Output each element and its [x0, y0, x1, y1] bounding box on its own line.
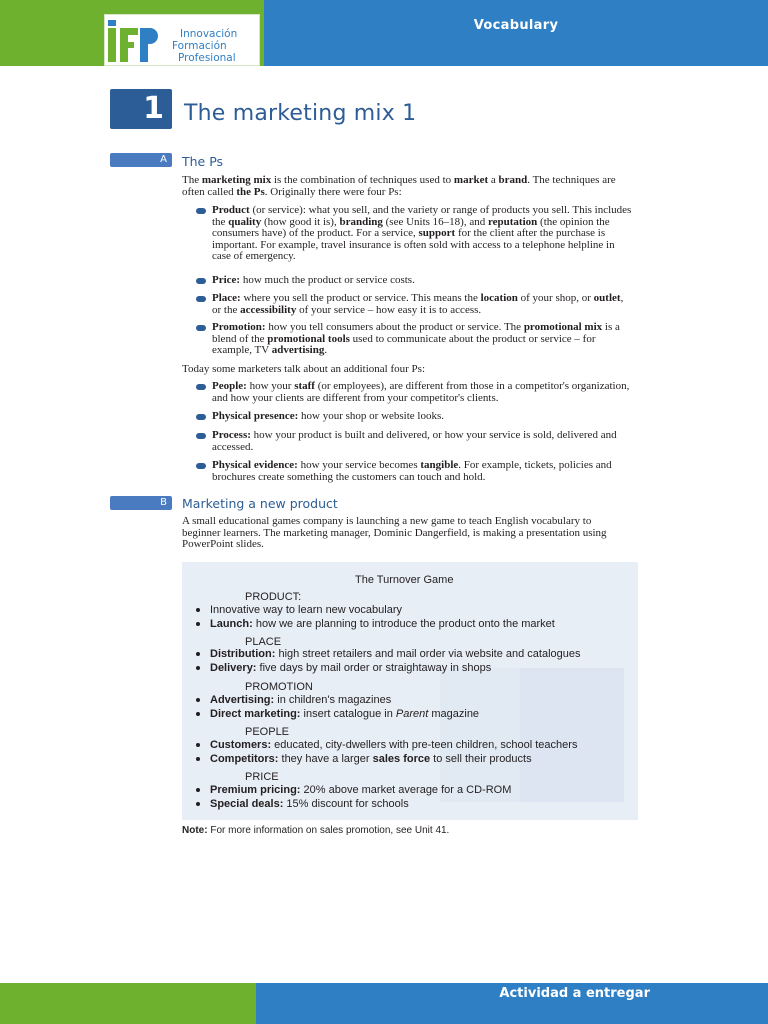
slide-heading-place: PLACE — [245, 636, 282, 648]
text-run: is the combination of techniques used to — [271, 174, 454, 186]
note — [182, 825, 449, 836]
logo-text-line2: Formación — [172, 40, 227, 52]
key-term: support — [418, 227, 456, 239]
page-title: The marketing mix 1 — [184, 101, 417, 126]
slide-item — [210, 662, 491, 674]
slide-bullet-icon — [196, 666, 200, 670]
footer-title: Actividad a entregar — [499, 986, 650, 1001]
key-term: advertising — [271, 344, 325, 356]
logo-text-line3: Profesional — [178, 52, 236, 64]
key-term: Direct marketing: — [210, 708, 301, 720]
note-text: For more information on sales promotion, see Unit 41. — [207, 825, 450, 836]
bullet-icon — [196, 463, 206, 469]
text-run: five days by mail order or straightaway in shops — [256, 662, 492, 674]
key-term: branding — [339, 215, 383, 228]
text-run: they have a larger — [278, 753, 373, 765]
bullet-physical-presence — [212, 411, 632, 423]
key-term: Launch: — [210, 618, 253, 630]
text-run: 15% discount for schools — [283, 798, 409, 810]
bullet-price — [212, 275, 632, 287]
text-run: magazine — [428, 708, 480, 720]
slide-item — [210, 708, 479, 720]
slide-bullet-icon — [196, 698, 200, 702]
text-run: (the opinion the consumers have) of the product. For a service, — [212, 215, 610, 239]
section-a-intro — [182, 175, 622, 198]
key-term: Competitors: — [210, 753, 279, 765]
slide-bullet-icon — [196, 652, 200, 656]
text-run: of your service – how easy it is to access. — [296, 303, 482, 316]
key-term: market — [453, 174, 489, 186]
ifp-logo-icon — [108, 20, 158, 64]
footer-green-panel — [0, 983, 256, 1024]
slide-item — [210, 798, 409, 810]
section-b-title: Marketing a new product — [182, 496, 338, 511]
bullet-icon — [196, 384, 206, 390]
text-run: insert catalogue in — [300, 708, 396, 720]
key-term: quality — [228, 215, 262, 228]
key-term: marketing mix — [201, 174, 272, 186]
key-term: Promotion: — [212, 321, 266, 333]
key-term: accessibility — [240, 303, 297, 316]
slide-background-image — [440, 668, 520, 802]
key-term: Physical presence: — [212, 410, 299, 422]
section-b-tab: B — [110, 496, 172, 510]
text-run: (see Units 16–18), and — [382, 215, 488, 228]
bullet-icon — [196, 208, 206, 214]
text-run: to sell their products — [430, 753, 532, 765]
key-term: Product — [212, 204, 250, 216]
text-run: , or the — [212, 292, 624, 316]
text-run: is a blend of the — [212, 321, 620, 345]
slide-bullet-icon — [196, 802, 200, 806]
header-blue-panel — [264, 0, 768, 66]
text-run: of your shop, or — [517, 292, 594, 304]
text-run: (or service): what you sell, and the variety or range of products you sell. This includes the — [212, 204, 632, 228]
key-term: Distribution: — [210, 648, 276, 660]
slide-bullet-icon — [196, 608, 200, 612]
section-b-intro: A small educational games company is launching a new game to teach English vocabulary to beginner learners. The marketing manager, Dominic Dangerfield, is making a presentation using PowerPoint slides. — [182, 515, 607, 550]
text-run: how much the product or service costs. — [240, 274, 415, 286]
key-term: promotional mix — [523, 321, 603, 333]
section-a-today: Today some marketers talk about an additional four Ps: — [182, 363, 426, 375]
text-run: . — [324, 344, 328, 356]
slide-bullet-icon — [196, 743, 200, 747]
logo-text-line1: Innovación — [180, 28, 238, 40]
text-run: Parent — [395, 708, 429, 720]
slide-bullet-icon — [196, 622, 200, 626]
slide-item — [210, 739, 577, 751]
text-run: Innovative way to learn new vocabulary — [210, 604, 402, 616]
bullet-physical-evidence — [212, 460, 632, 483]
slide-heading-people: PEOPLE — [245, 726, 290, 738]
slide-background-image — [520, 668, 624, 802]
bullet-icon — [196, 414, 206, 420]
slide-title: The Turnover Game — [355, 574, 454, 586]
text-run: how your — [246, 380, 295, 392]
bullet-icon — [196, 278, 206, 284]
slide-item — [210, 753, 532, 765]
key-term: Premium pricing: — [210, 784, 301, 796]
bullet-process — [212, 430, 632, 453]
text-run: how we are planning to introduce the product onto the market — [252, 618, 555, 630]
bullet-product — [212, 205, 632, 263]
slide-item — [210, 784, 511, 796]
text-run: used to communicate about the product or service – for example, TV — [212, 332, 596, 356]
text-run: 20% above market average for a CD-ROM — [300, 784, 512, 796]
slide-bullet-icon — [196, 712, 200, 716]
text-run: how your shop or website looks. — [298, 410, 445, 422]
slide-bullet-icon — [196, 757, 200, 761]
bullet-promotion — [212, 322, 632, 357]
unit-number: 1 — [143, 91, 164, 126]
slide-item — [210, 618, 555, 630]
text-run: high street retailers and mail order via website and catalogues — [275, 648, 581, 660]
key-term: Process: — [212, 429, 251, 441]
bullet-icon — [196, 433, 206, 439]
text-run: . For example, tickets, policies and brochures create something the customers can touch and hold. — [212, 459, 612, 483]
key-term: Special deals: — [210, 798, 284, 810]
text-run: how your product is built and delivered, or how your service is sold, delivered and accessed. — [212, 429, 617, 453]
key-term: Advertising: — [210, 694, 275, 706]
slide-item — [210, 648, 581, 660]
section-a-title: The Ps — [182, 154, 224, 169]
key-term: location — [480, 292, 518, 304]
text-run: . Originally there were four Ps: — [264, 185, 402, 198]
text-run: how you tell consumers about the product or service. The — [265, 321, 524, 333]
text-run: a — [488, 174, 499, 186]
text-run: . The techniques are often called — [182, 174, 616, 198]
key-term: the Ps — [236, 185, 265, 198]
key-term: Delivery: — [210, 662, 257, 674]
slide-bullet-icon — [196, 788, 200, 792]
key-term: brand — [498, 174, 528, 186]
text-run: how your service becomes — [297, 459, 421, 471]
key-term: Customers: — [210, 739, 272, 751]
note-label: Note: — [182, 825, 208, 836]
bullet-people — [212, 381, 632, 404]
bullet-place — [212, 293, 632, 316]
text-run: educated, city-dwellers with pre-teen children, school teachers — [271, 739, 578, 751]
text-run: for the client after the purchase is important. For example, travel insurance is often sold with access to a telephone helpline in case of emergency. — [212, 227, 615, 262]
key-term: Place: — [212, 292, 241, 304]
key-term: staff — [294, 380, 315, 392]
text-run: (how good it is), — [261, 215, 340, 228]
header-title: Vocabulary — [473, 18, 559, 33]
slide-heading-product: PRODUCT: — [245, 591, 302, 603]
key-term: tangible — [420, 459, 459, 471]
key-term: promotional tools — [267, 332, 350, 345]
slide-item — [210, 694, 391, 706]
key-term: outlet — [593, 292, 621, 304]
slide-item — [210, 604, 402, 616]
key-term: Price: — [212, 274, 241, 286]
text-run: The — [182, 174, 202, 186]
section-a-tab: A — [110, 153, 172, 167]
text-run: in children's magazines — [274, 694, 392, 706]
key-term: reputation — [487, 215, 538, 228]
text-run: (or employees), are different from those in a competitor's organization, and how your clients are different from your competitor's clients. — [212, 380, 630, 404]
text-run: where you sell the product or service. This means the — [240, 292, 481, 304]
bullet-icon — [196, 296, 206, 302]
slide-heading-promotion: PROMOTION — [245, 681, 313, 693]
key-term: sales force — [372, 753, 431, 765]
slide-heading-price: PRICE — [245, 771, 279, 783]
bullet-icon — [196, 325, 206, 331]
key-term: Physical evidence: — [212, 459, 298, 471]
key-term: People: — [212, 380, 247, 392]
